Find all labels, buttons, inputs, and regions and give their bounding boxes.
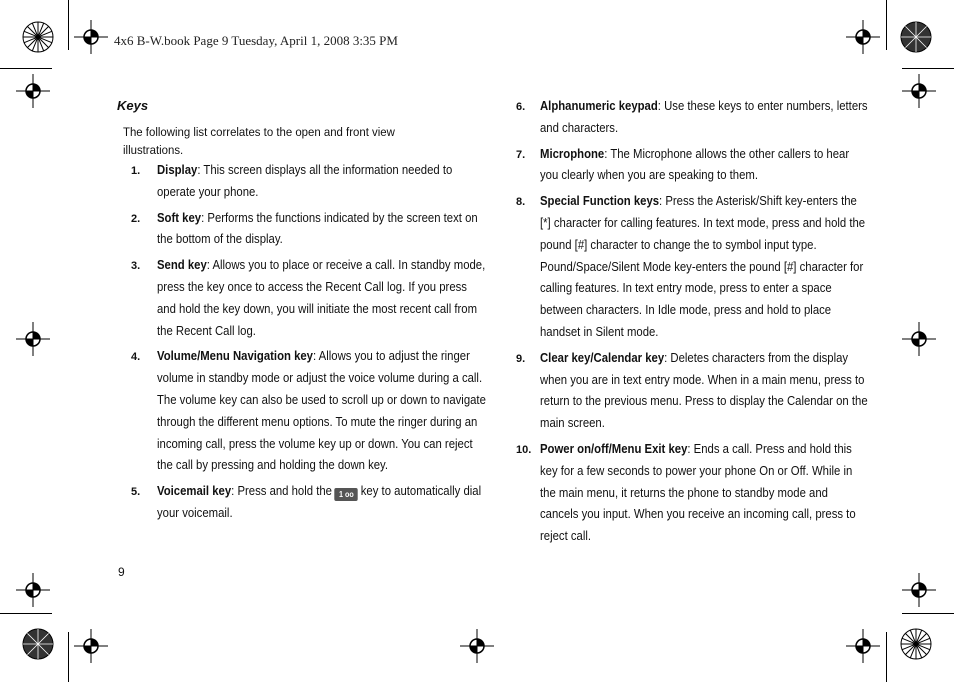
crop-line [0, 68, 52, 69]
crosshair-registration-icon [460, 629, 494, 663]
item-text [540, 191, 869, 344]
radial-star-target-icon [900, 21, 932, 53]
item-number: 7. [516, 148, 526, 161]
crosshair-registration-icon [902, 322, 936, 356]
crop-line [68, 0, 69, 50]
crop-line [902, 68, 954, 69]
item-term: Display [157, 163, 198, 177]
item-term: Voicemail key [157, 484, 232, 499]
item-description: : Use these keys to enter numbers, letters and characters. [540, 99, 868, 135]
crosshair-registration-icon [846, 20, 880, 54]
item-text [540, 348, 869, 435]
page-number: 9 [118, 565, 125, 579]
item-number: 6. [516, 101, 526, 113]
item-number: 5. [131, 486, 141, 499]
item-text [157, 208, 486, 252]
list-item [131, 208, 501, 252]
item-number: 9. [516, 352, 526, 365]
list-item [514, 144, 874, 188]
crop-line [886, 0, 887, 50]
item-number: 8. [516, 196, 526, 209]
item-term: Send key [157, 258, 207, 273]
item-description: : Performs the functions indicated by the screen text on the bottom of the display. [157, 210, 478, 247]
crosshair-registration-icon [902, 573, 936, 607]
radial-star-target-icon [22, 21, 54, 53]
item-number: 10. [516, 443, 532, 456]
item-description: : Press the Asterisk/Shift key-enters the [*] character for calling features. In text mode, press and hold the pound [#] character to change the to symbol input type. Pound/Space/Silent Mode key-enters the pound [#] character for calling features. In text entry mode, press to enter a space between characters. In Idle mode, press and hold to place handset in Silent mode. [540, 194, 866, 339]
crosshair-registration-icon [16, 573, 50, 607]
item-number: 3. [131, 260, 141, 273]
item-term: Power on/off/Menu Exit key [540, 441, 688, 456]
item-description: : Ends a call. Press and hold this key for a few seconds to power your phone On or Off. While in the main menu, it returns the phone to standby mode and cancels you input. When you receive an incoming call, press to reject call. [540, 441, 856, 544]
item-number: 1. [131, 165, 141, 177]
item-text [157, 346, 486, 477]
item-description: key to automatically dial your voicemail. [157, 484, 482, 520]
item-description: : The Microphone allows the other callers to hear you clearly when you are speaking to them. [540, 146, 850, 183]
list-item [131, 160, 501, 204]
crop-line [0, 613, 52, 614]
list-item [131, 346, 501, 477]
radial-star-target-icon [900, 628, 932, 660]
list-item [514, 348, 874, 435]
key-list-right [514, 96, 874, 552]
list-item [131, 481, 501, 525]
item-text [157, 481, 486, 525]
item-description: : Allows you to place or receive a call. In standby mode, press the key once to access the Recent Call log. If you press and hold the key down, you will initiate the most recent call from the Recent Call log. [157, 258, 486, 338]
item-text [540, 144, 869, 188]
crosshair-registration-icon [16, 74, 50, 108]
crosshair-registration-icon [846, 629, 880, 663]
item-text [157, 255, 486, 342]
item-term: Microphone [540, 146, 605, 161]
print-header: 4x6 B-W.book Page 9 Tuesday, April 1, 2008 3:35 PM [114, 33, 398, 48]
item-number: 2. [131, 212, 141, 225]
item-term: Alphanumeric keypad [540, 99, 658, 113]
radial-star-target-icon [22, 628, 54, 660]
item-number: 4. [131, 351, 141, 364]
item-text [540, 96, 869, 140]
crosshair-registration-icon [902, 74, 936, 108]
crosshair-registration-icon [74, 20, 108, 54]
crop-line [68, 632, 69, 682]
item-text [157, 160, 486, 204]
section-title: Keys [117, 98, 149, 113]
voicemail-1-key-icon: 1 oo [335, 488, 358, 501]
item-term: Special Function keys [540, 194, 660, 209]
item-description: : Press and hold the [231, 484, 332, 499]
list-item [514, 191, 874, 344]
item-description: : Deletes characters from the display when you are in text entry mode. When in a main menu, press to return to the previous menu. Press to display the Calendar on the main screen. [540, 350, 868, 431]
item-description: : This screen displays all the information needed to operate your phone. [157, 163, 453, 199]
crop-line [902, 613, 954, 614]
list-item [514, 96, 874, 140]
crop-line [886, 632, 887, 682]
crosshair-registration-icon [74, 629, 108, 663]
item-term: Soft key [157, 210, 202, 225]
intro-paragraph: The following list correlates to the open and front view illustrations. [123, 125, 395, 157]
key-list-left [131, 160, 501, 529]
item-description: : Allows you to adjust the ringer volume in standby mode or adjust the voice volume during a call. The volume key can also be used to scroll up or down to navigate through the different menu options. To mute the ringer during an incoming call, press the volume key up or down. You can reject the call by pressing and holding the down key. [157, 349, 486, 473]
item-term: Clear key/Calendar key [540, 350, 665, 365]
item-term: Volume/Menu Navigation key [157, 349, 313, 364]
list-item [131, 255, 501, 342]
list-item [514, 439, 874, 548]
crosshair-registration-icon [16, 322, 50, 356]
item-text [540, 439, 869, 548]
